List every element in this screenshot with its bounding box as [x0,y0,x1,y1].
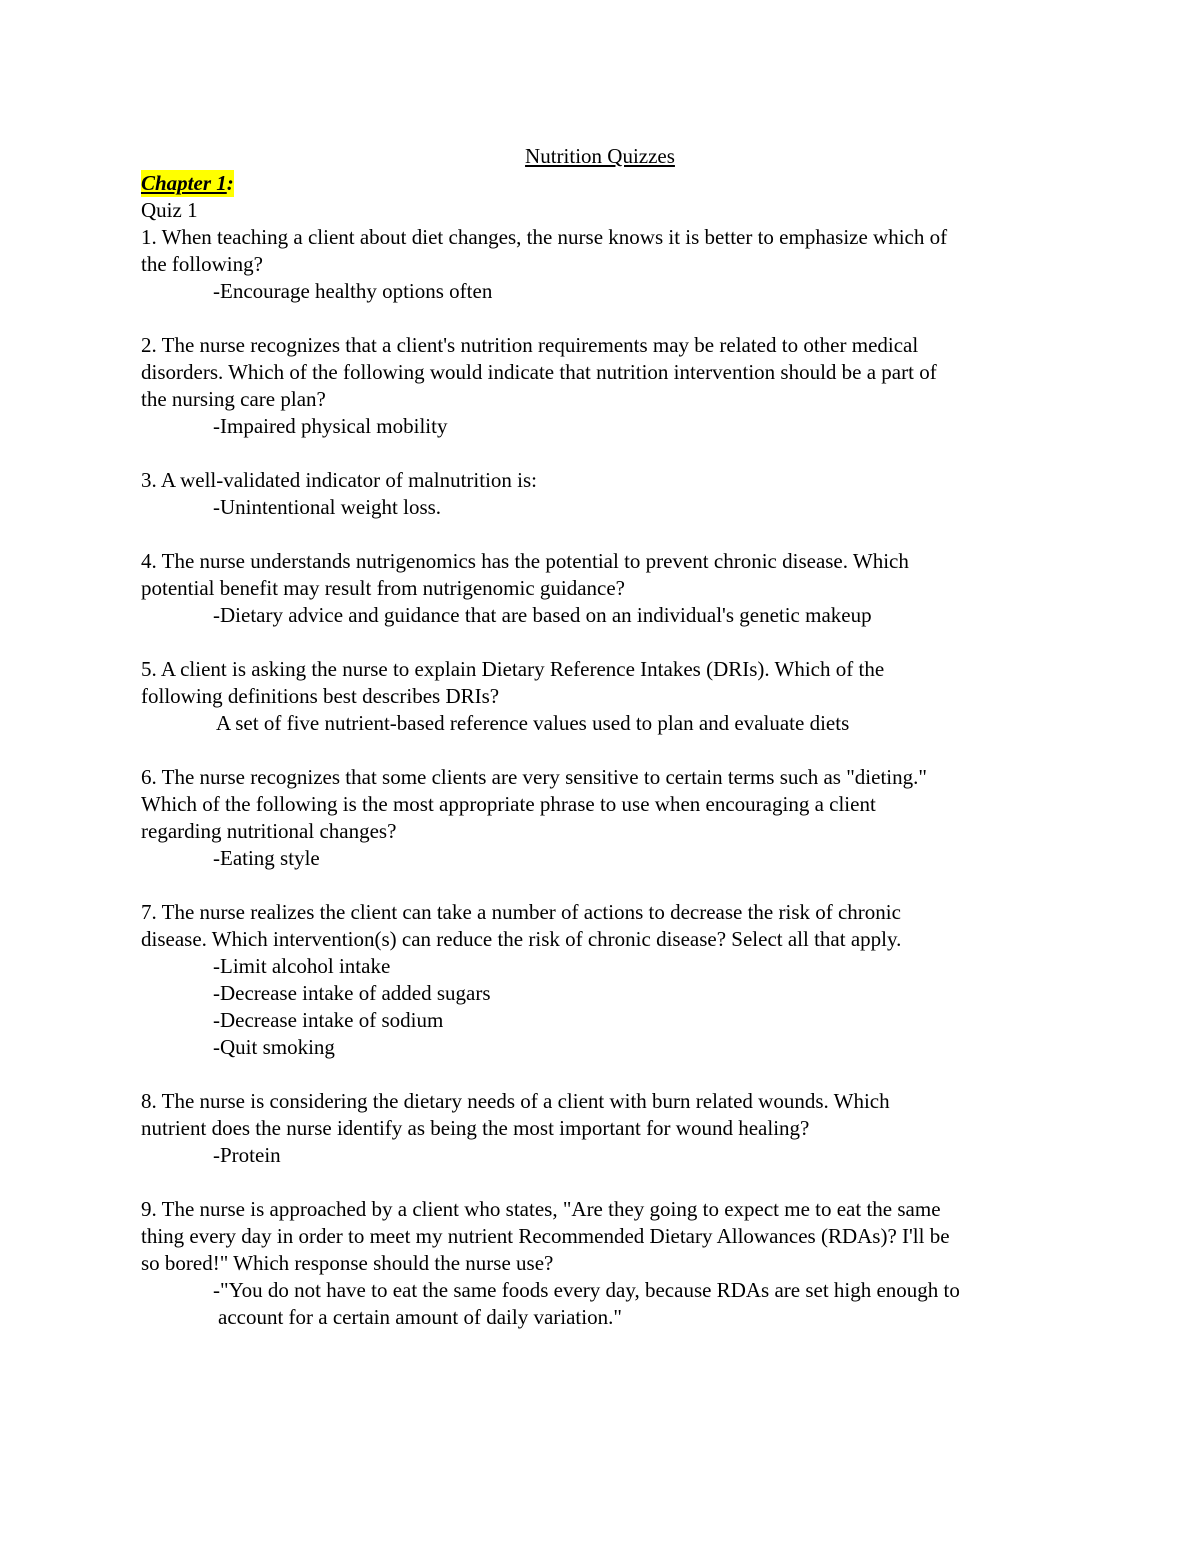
answer-line: account for a certain amount of daily variation." [218,1305,622,1329]
question-text: 5. A client is asking the nurse to explain Dietary Reference Intakes (DRIs). Which of the [141,657,885,681]
answer-line: -Decrease intake of sodium [213,1008,444,1032]
chapter-heading [141,170,1061,197]
question-text: 8. The nurse is considering the dietary needs of a client with burn related wounds. Which [141,1089,890,1113]
question-text: nutrient does the nurse identify as being the most important for wound healing? [141,1116,810,1140]
question-item [141,764,1061,872]
question-text: disorders. Which of the following would indicate that nutrition intervention should be a part of [141,360,937,384]
answer-text [141,1007,1061,1034]
answer-text [141,953,1061,980]
question-text: the following? [141,252,263,276]
answer-text [141,1277,1061,1331]
question-item [141,548,1061,629]
question-text: Which of the following is the most appropriate phrase to use when encouraging a client [141,792,876,816]
answer-line: -Encourage healthy options often [213,279,493,303]
question-item [141,899,1061,1061]
question-text: potential benefit may result from nutrigenomic guidance? [141,576,626,600]
quiz-label: Quiz 1 [141,198,198,222]
question-text: 7. The nurse realizes the client can take a number of actions to decrease the risk of chronic [141,900,901,924]
question-item [141,467,1061,521]
question-text: so bored!" Which response should the nurse use? [141,1251,554,1275]
chapter-label: Chapter 1 [141,171,227,195]
question-item [141,656,1061,737]
question-item [141,224,1061,305]
answer-line: -Dietary advice and guidance that are based on an individual's genetic makeup [213,603,872,627]
answer-line: -Unintentional weight loss. [213,495,442,519]
answer-text [141,980,1061,1007]
question-item [141,1088,1061,1169]
question-text: 9. The nurse is approached by a client who states, "Are they going to expect me to eat the same [141,1197,941,1221]
question-item [141,332,1061,440]
answer-text [141,278,1061,305]
question-text: the nursing care plan? [141,387,326,411]
question-text: 1. When teaching a client about diet changes, the nurse knows it is better to emphasize which of [141,225,948,249]
question-text: following definitions best describes DRIs? [141,684,500,708]
question-text: regarding nutritional changes? [141,819,397,843]
question-text: 2. The nurse recognizes that a client's nutrition requirements may be related to other medical [141,333,919,357]
answer-line: -Limit alcohol intake [213,954,391,978]
answer-text [141,710,1061,737]
question-text: thing every day in order to meet my nutrient Recommended Dietary Allowances (RDAs)? I'll be [141,1224,950,1248]
question-item [141,1196,1061,1331]
question-text: 3. A well-validated indicator of malnutrition is: [141,468,538,492]
answer-line: -Quit smoking [213,1035,335,1059]
answer-text [141,602,1061,629]
answer-line: -Eating style [213,846,320,870]
answer-text [141,1142,1061,1169]
answer-line: -"You do not have to eat the same foods every day, because RDAs are set high enough to [213,1278,960,1302]
answer-line: -Impaired physical mobility [213,414,448,438]
chapter-suffix: : [226,171,234,195]
document-page [141,143,1061,1358]
answer-text [141,1034,1061,1061]
answer-text [141,494,1061,521]
question-list [141,224,1061,1331]
answer-text [141,845,1061,872]
answer-text [141,413,1061,440]
question-text: disease. Which intervention(s) can reduce the risk of chronic disease? Select all that apply. [141,927,902,951]
question-text: 6. The nurse recognizes that some clients are very sensitive to certain terms such as "dieting." [141,765,927,789]
question-text: 4. The nurse understands nutrigenomics has the potential to prevent chronic disease. Which [141,549,909,573]
answer-line: -Decrease intake of added sugars [213,981,491,1005]
answer-line: -Protein [213,1143,281,1167]
answer-line: A set of five nutrient-based reference values used to plan and evaluate diets [216,711,850,735]
document-title: Nutrition Quizzes [525,144,675,168]
